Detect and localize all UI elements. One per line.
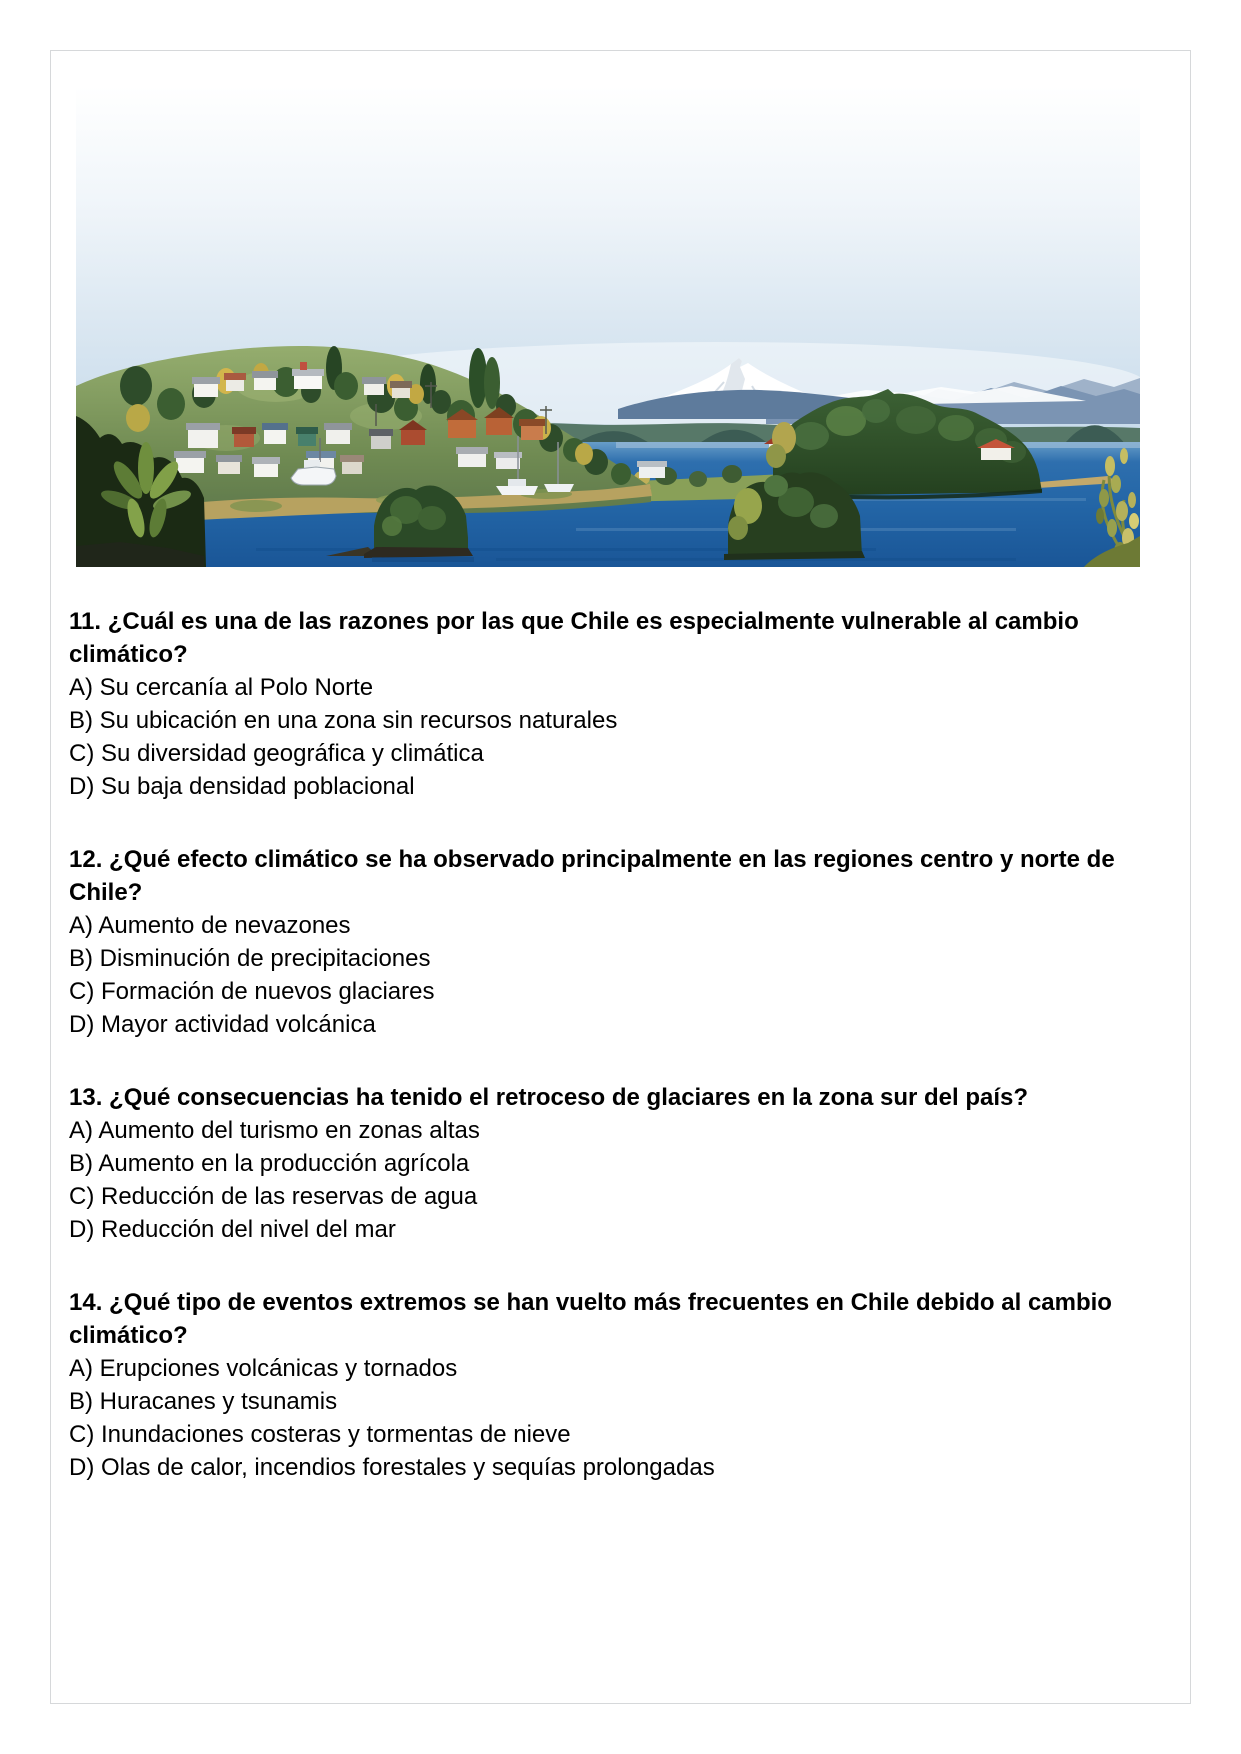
question-option: D) Reducción del nivel del mar — [69, 1216, 396, 1243]
question-block-13 — [69, 1081, 1157, 1246]
question-option: C) Inundaciones costeras y tormentas de nieve — [69, 1421, 571, 1448]
question-heading: 14. ¿Qué tipo de eventos extremos se han vuelto más frecuentes en Chile debido al cambio climático? — [69, 1289, 1112, 1349]
document-page — [50, 50, 1191, 1704]
question-option: D) Mayor actividad volcánica — [69, 1011, 376, 1038]
question-heading: 13. ¿Qué consecuencias ha tenido el retroceso de glaciares en la zona sur del país? — [69, 1084, 1029, 1111]
question-option: A) Aumento del turismo en zonas altas — [69, 1117, 480, 1144]
question-option: A) Su cercanía al Polo Norte — [69, 674, 374, 701]
question-option: A) Aumento de nevazones — [69, 912, 351, 939]
question-option: C) Reducción de las reservas de agua — [69, 1183, 478, 1210]
question-option: D) Olas de calor, incendios forestales y sequías prolongadas — [69, 1454, 715, 1481]
question-option: B) Su ubicación en una zona sin recursos naturales — [69, 707, 618, 734]
question-option: A) Erupciones volcánicas y tornados — [69, 1355, 458, 1382]
lakeside-town-volcano-photo — [76, 86, 1140, 567]
question-block-11 — [69, 605, 1157, 803]
question-option: C) Su diversidad geográfica y climática — [69, 740, 484, 767]
question-option: B) Aumento en la producción agrícola — [69, 1150, 470, 1177]
question-option: D) Su baja densidad poblacional — [69, 773, 415, 800]
question-option: B) Huracanes y tsunamis — [69, 1388, 338, 1415]
question-option: C) Formación de nuevos glaciares — [69, 978, 435, 1005]
questions-section — [69, 605, 1157, 1524]
question-block-12 — [69, 843, 1157, 1041]
question-option: B) Disminución de precipitaciones — [69, 945, 431, 972]
landscape-illustration — [76, 86, 1140, 567]
question-heading: 12. ¿Qué efecto climático se ha observado principalmente en las regiones centro y norte de Chile? — [69, 846, 1115, 906]
question-heading: 11. ¿Cuál es una de las razones por las que Chile es especialmente vulnerable al cambio climático? — [69, 608, 1079, 668]
question-block-14 — [69, 1286, 1157, 1484]
